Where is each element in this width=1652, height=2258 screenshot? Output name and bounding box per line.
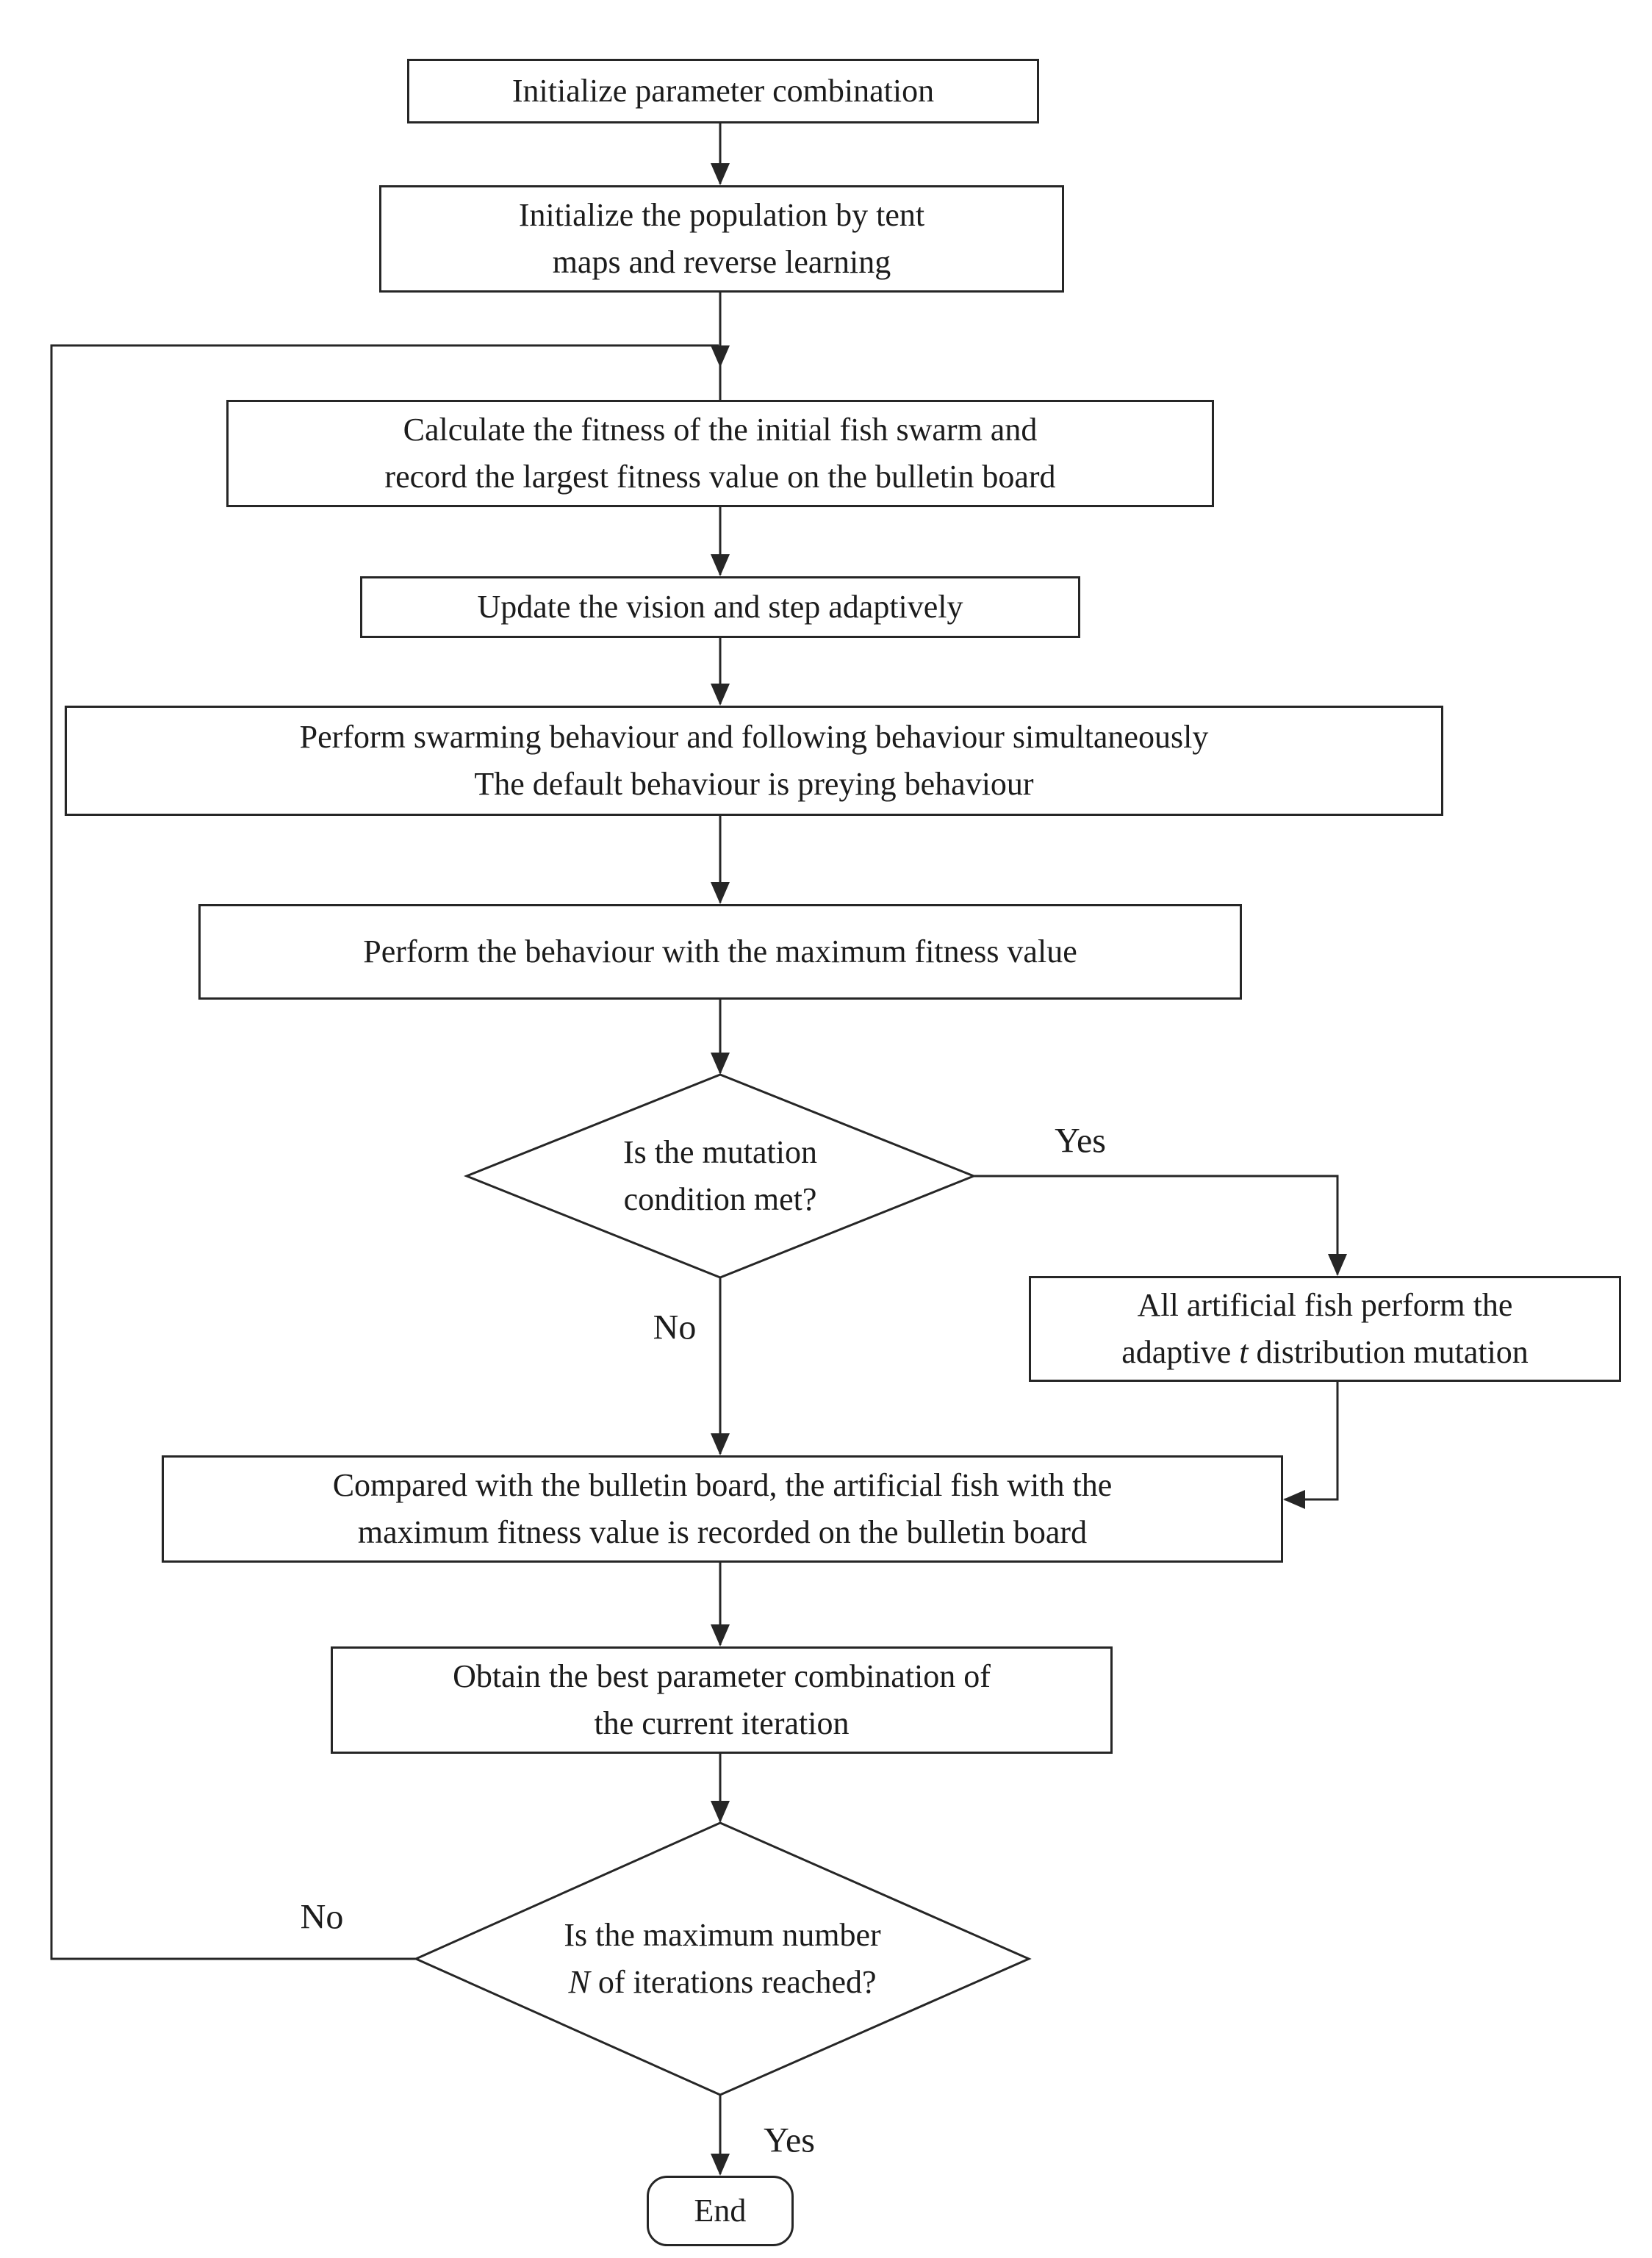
node-perform-behaviours bbox=[65, 706, 1443, 816]
mutation-apply-line2-italic-t: t bbox=[1239, 1334, 1249, 1370]
node-end-label: End bbox=[694, 2193, 747, 2229]
node-init-params-label: Initialize parameter combination bbox=[511, 73, 935, 110]
mutation-decision-line1: Is the mutation bbox=[623, 1134, 817, 1171]
edge-mutation-apply-to-compare bbox=[1285, 1382, 1337, 1499]
node-perform-behaviours-line2: The default behaviour is preying behaviour bbox=[474, 766, 1034, 802]
edge-label-mutation-yes: Yes bbox=[1050, 1121, 1110, 1161]
iteration-decision-line1: Is the maximum number bbox=[564, 1917, 881, 1954]
mutation-apply-line2-post: distribution mutation bbox=[1248, 1334, 1529, 1370]
node-perform-max-label: Perform the behaviour with the maximum fitness value bbox=[363, 933, 1077, 970]
edge-label-mutation-no: No bbox=[649, 1308, 701, 1348]
node-mutation-decision-text bbox=[467, 1075, 974, 1277]
iteration-decision-line2 bbox=[568, 1959, 876, 2006]
edge-label-iteration-yes: Yes bbox=[759, 2121, 819, 2161]
node-calc-fitness bbox=[226, 400, 1214, 507]
node-init-population-line2: maps and reverse learning bbox=[552, 244, 891, 280]
iteration-decision-italic-n: N bbox=[568, 1964, 590, 2000]
node-perform-max bbox=[198, 904, 1242, 1000]
edge-label-iteration-no: No bbox=[296, 1897, 348, 1938]
node-mutation-apply-line2 bbox=[1121, 1329, 1529, 1376]
node-end bbox=[647, 2176, 794, 2246]
node-obtain-best-line2: the current iteration bbox=[594, 1705, 850, 1741]
node-compare-board-line1: Compared with the bulletin board, the artificial fish with the bbox=[332, 1467, 1113, 1504]
node-mutation-apply-line1: All artificial fish perform the bbox=[1137, 1287, 1513, 1324]
node-perform-behaviours-line1: Perform swarming behaviour and following behaviour simultaneously bbox=[299, 719, 1209, 756]
node-mutation-apply bbox=[1029, 1276, 1621, 1382]
mutation-decision-line2: condition met? bbox=[623, 1181, 817, 1217]
node-update-vision-label: Update the vision and step adaptively bbox=[477, 589, 963, 626]
node-calc-fitness-line1: Calculate the fitness of the initial fish swarm and bbox=[403, 412, 1038, 448]
node-update-vision bbox=[360, 576, 1080, 638]
node-compare-board bbox=[162, 1455, 1283, 1563]
node-init-params bbox=[407, 59, 1039, 123]
node-obtain-best bbox=[331, 1646, 1113, 1754]
node-obtain-best-line1: Obtain the best parameter combination of bbox=[453, 1658, 991, 1695]
node-init-population bbox=[379, 185, 1064, 293]
node-iteration-decision-text bbox=[416, 1823, 1029, 2095]
mutation-apply-line2-pre: adaptive bbox=[1121, 1334, 1240, 1370]
node-calc-fitness-line2: record the largest fitness value on the bulletin board bbox=[384, 459, 1056, 495]
edge-mutation-yes bbox=[974, 1176, 1337, 1275]
iteration-decision-line2-post: of iterations reached? bbox=[589, 1964, 877, 2000]
node-compare-board-line2: maximum fitness value is recorded on the bulletin board bbox=[357, 1514, 1088, 1550]
node-init-population-line1: Initialize the population by tent bbox=[518, 197, 925, 234]
